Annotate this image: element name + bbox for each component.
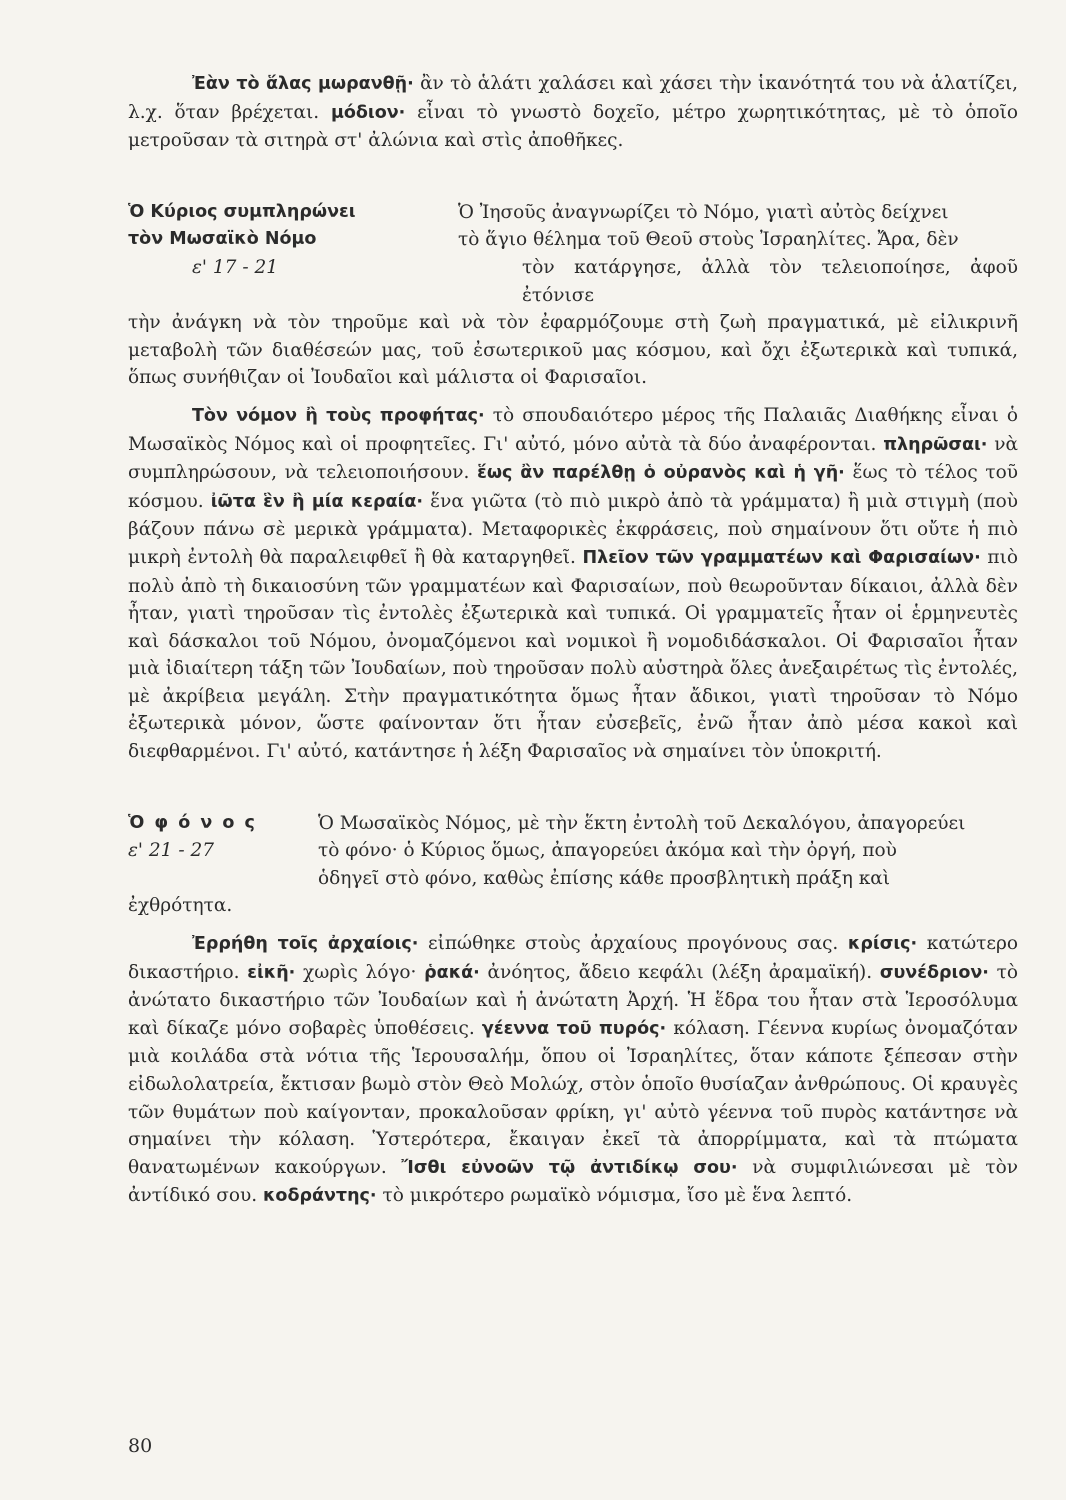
definition-salt: ἂν τὸ ἁλάτι χαλάσει καὶ χάσει τὴν ἱκανότητά του νὰ ἁλατίζει, λ.χ. ὅταν βρέχεται. bbox=[128, 73, 1018, 123]
term-salt: Ἐὰν τὸ ἅλας μωρανθῇ· bbox=[192, 74, 414, 94]
section-murder bbox=[128, 810, 1018, 920]
section-continuation: ἐχθρότητα. bbox=[128, 895, 233, 917]
definition: χωρὶς λόγο· bbox=[295, 961, 425, 983]
section-continuation: τὴν ἀνάγκη νὰ τὸν τηροῦμε καὶ νὰ τὸν ἐφαρμόζουμε στὴ ζωὴ πραγματικά, μὲ εἰλικρινῆ μεταβολὴ τῶν διαθέσεών μας, τοῦ ἐσωτερικοῦ μας κόσμου, καὶ ὄχι ἐξωτερικὰ καὶ τυπικά, ὅπως συνήθιζαν οἱ Ἰουδαῖοι καὶ μάλιστα οἱ Φαρισαῖοι. bbox=[128, 312, 1018, 389]
section-line: ὁδηγεῖ στὸ φόνο, καθὼς ἐπίσης κάθε προσβλητικὴ πράξη καὶ bbox=[318, 867, 891, 889]
term-synedrion: συνέδριον· bbox=[879, 962, 989, 983]
term-scribes-pharisees: Πλεῖον τῶν γραμματέων καὶ Φαρισαίων· bbox=[582, 547, 981, 568]
paragraph-law-prophets bbox=[128, 402, 1018, 766]
definition: νὰ συμπληρώσουν, νὰ τελειοποιήσουν. bbox=[128, 433, 1018, 484]
section-line: Ὁ Ἰησοῦς ἀναγνωρίζει τὸ Νόμο, γιατὶ αὐτὸς δείχνει bbox=[458, 201, 949, 223]
definition: ἕνα γιῶτα (τὸ πιὸ μικρὸ ἀπὸ τὰ γράμματα) ἢ μιὰ στιγμὴ (ποὺ βάζουν πάνω σὲ μερικὰ γράμματα). Μεταφορικὲς ἐκφράσεις, ποὺ σημαίνουν ὅτι οὔτε ἡ πιὸ μικρὴ ἐντολὴ θὰ παραλειφθεῖ ἢ θὰ καταργηθεῖ. bbox=[128, 490, 1018, 568]
page-number: 80 bbox=[128, 1435, 153, 1457]
term-isthi: Ἴσθι εὐνοῶν τῷ ἀντιδίκῳ σου· bbox=[401, 1157, 738, 1178]
section-heading: Ὁ φ ό ν ο ς bbox=[128, 812, 257, 833]
section-reference: ε' 21 - 27 bbox=[128, 840, 214, 862]
term-krisis: κρίσις· bbox=[847, 934, 918, 955]
definition: κατώτερο δικαστήριο. bbox=[128, 933, 1018, 983]
term-law-prophets: Τὸν νόμον ἢ τοὺς προφήτας· bbox=[192, 405, 485, 426]
section-heading: τὸν Μωσαϊκὸ Νόμο bbox=[128, 229, 317, 250]
term-geenna: γέεννα τοῦ πυρός· bbox=[481, 1018, 667, 1039]
definition: ἕως τὸ τέλος τοῦ κόσμου. bbox=[128, 462, 1018, 512]
definition: νὰ συμφιλιώνεσαι μὲ τὸν ἀντίδικό σου. bbox=[128, 1156, 1018, 1207]
section-heading: Ὁ Κύριος συμπληρώνει bbox=[128, 201, 356, 222]
term-errethe: Ἐρρήθη τοῖς ἀρχαίοις· bbox=[192, 934, 419, 955]
term-iota: ἰῶτα ἓν ἢ μία κεραία· bbox=[210, 491, 424, 512]
section-line: τὸ ἅγιο θέλημα τοῦ Θεοῦ στοὺς Ἰσραηλίτες. Ἄρα, δὲν bbox=[458, 229, 959, 251]
term-raka: ῥακά· bbox=[424, 962, 480, 983]
section-line: Ὁ Μωσαϊκὸς Νόμος, μὲ τὴν ἕκτη ἐντολὴ τοῦ Δεκαλόγου, ἀπαγορεύει bbox=[318, 812, 966, 834]
definition: εἰπώθηκε στοὺς ἀρχαίους προγόνους σας. bbox=[418, 933, 848, 955]
term-modion: μόδιον· bbox=[330, 102, 406, 123]
term-heaven-earth: ἕως ἂν παρέλθῃ ὁ οὐρανὸς καὶ ἡ γῆ· bbox=[477, 463, 845, 484]
paragraph-salt bbox=[128, 70, 1018, 155]
paragraph-ancients bbox=[128, 930, 1018, 1211]
section-reference: ε' 17 - 21 bbox=[192, 256, 278, 278]
section-line: τὸν κατάργησε, ἀλλὰ τὸν τελειοποίησε, ἀφοῦ ἐτόνισε bbox=[522, 256, 1018, 306]
definition: τὸ μικρότερο ρωμαϊκὸ νόμισμα, ἴσο μὲ ἕνα λεπτό. bbox=[376, 1185, 853, 1207]
page-body bbox=[128, 70, 1018, 1211]
term-plerosai: πληρῶσαι· bbox=[883, 434, 988, 455]
term-kodrantes: κοδράντης· bbox=[262, 1186, 377, 1207]
section-lord-completes-law bbox=[128, 199, 1018, 392]
definition: τὸ ἀνώτατο δικαστήριο τῶν Ἰουδαίων καὶ ἡ ἀνώτατη Ἀρχή. Ἡ ἕδρα του ἦταν στὰ Ἱεροσόλυμα καὶ δίκαζε μόνο σοβαρὲς ὑποθέσεις. bbox=[128, 961, 1018, 1039]
term-eike: εἰκῆ· bbox=[247, 962, 296, 983]
definition: τὸ σπουδαιότερο μέρος τῆς Παλαιᾶς Διαθήκης εἶναι ὁ Μωσαϊκὸς Νόμος καὶ οἱ προφητεῖες. Γι' αὐτό, μόνο αὐτὰ τὰ δύο ἀναφέρονται. bbox=[128, 404, 1018, 455]
section-line: τὸ φόνο· ὁ Κύριος ὅμως, ἀπαγορεύει ἀκόμα καὶ τὴν ὀργή, ποὺ bbox=[318, 840, 897, 862]
definition: πιὸ πολὺ ἀπὸ τὴ δικαιοσύνη τῶν γραμματέων καὶ Φαρισαίων, ποὺ θεωροῦνταν δίκαιοι, ἀλλὰ δὲν ἦταν, γιατὶ τηροῦσαν τὶς ἐντολὲς ἐξωτερικὰ καὶ τυπικά. Οἱ γραμματεῖς ἦταν οἱ ἑρμηνευτὲς καὶ δάσκαλοι τοῦ Νόμου, ὀνομαζόμενοι καὶ νομικοὶ ἢ νομοδιδάσκαλοι. Οἱ Φαρισαῖοι ἦταν μιὰ ἰδιαίτερη τάξη τῶν Ἰουδαίων, ποὺ τηροῦσαν πολὺ αὐστηρὰ ὅλες ἀνεξαιρέτως τὶς ἐντολές, μὲ ἀκρίβεια μεγάλη. Στὴν πραγματικότητα ὅμως ἦταν ἄδικοι, γιατὶ τηροῦσαν τὸ Νόμο ἐξωτερικὰ μόνον, ὥστε φαίνονταν ὅτι ἦταν εὐσεβεῖς, ἐνῶ ἦταν ἀπὸ μέσα κακοὶ καὶ διεφθαρμένοι. Γι' αὐτό, κατάντησε ἡ λέξη Φαρισαῖος νὰ σημαίνει τὸν ὑποκριτή. bbox=[128, 546, 1018, 763]
definition: ἀνόητος, ἄδειο κεφάλι (λέξη ἀραμαϊκή). bbox=[479, 961, 880, 983]
definition-modion: εἶναι τὸ γνωστὸ δοχεῖο, μέτρο χωρητικότητας, μὲ τὸ ὁποῖο μετροῦσαν τὰ σιτηρὰ στ' ἀλώνια καὶ στὶς ἀποθῆκες. bbox=[128, 101, 1018, 152]
definition: κόλαση. Γέεννα κυρίως ὀνομαζόταν μιὰ κοιλάδα στὰ νότια τῆς Ἱερουσαλήμ, ὅπου οἱ Ἰσραηλίτες, ὅταν κάποτε ξέπεσαν στὴν εἰδωλολατρεία, ἔκτισαν βωμὸ στὸν Θεὸ Μολώχ, στὸν ὁποῖο θυσίαζαν ἀνθρώπους. Οἱ κραυγὲς τῶν θυμάτων ποὺ καίγονταν, προκαλοῦσαν φρίκη, γι' αὐτὸ γέεννα τοῦ πυρὸς κατάντησε νὰ σημαίνει τὴν κόλαση. Ὑστερότερα, ἔκαιγαν ἐκεῖ τὰ ἀπορρίμματα, καὶ τὰ πτώματα θανατωμένων κακούργων. bbox=[128, 1017, 1018, 1178]
